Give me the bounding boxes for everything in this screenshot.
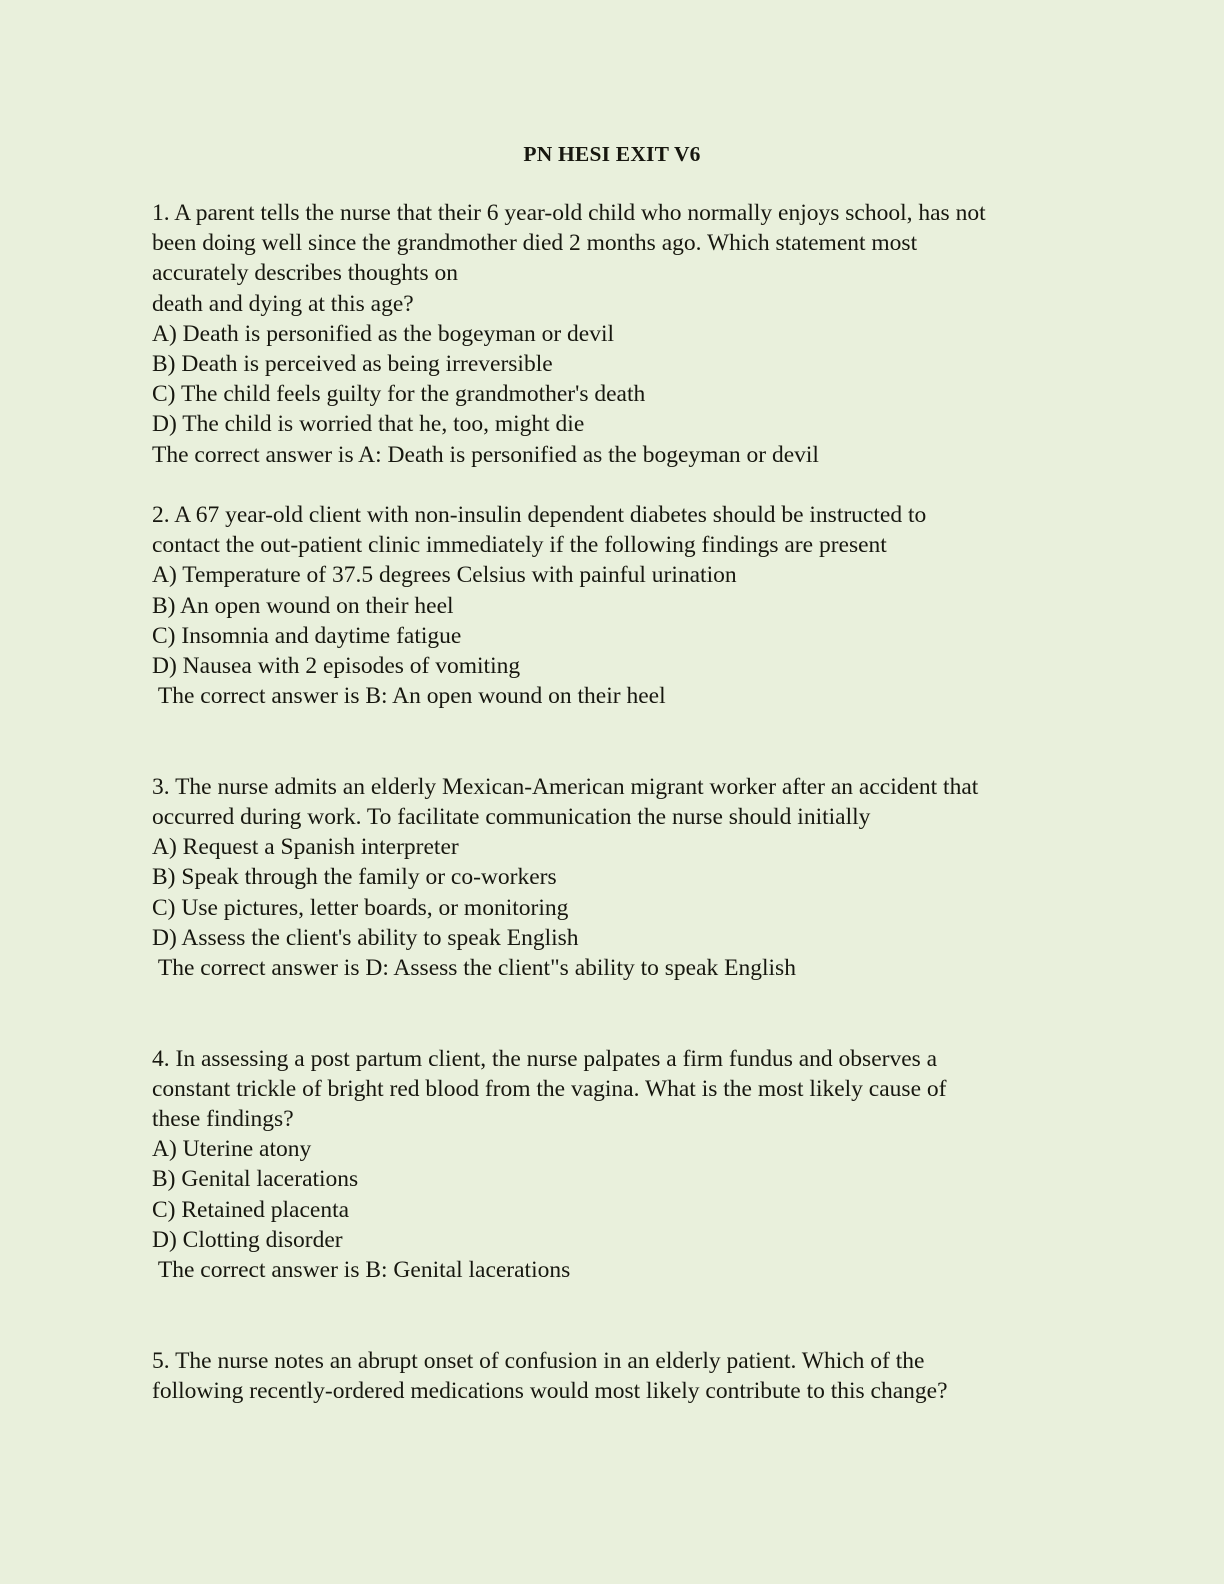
text-line: 1. A parent tells the nurse that their 6 year-old child who normally enjoys school, has not (152, 200, 986, 226)
text-line: B) Genital lacerations (152, 1166, 359, 1193)
text-line: 2. A 67 year-old client with non-insulin dependent diabetes should be instructed to (152, 502, 927, 529)
text-line: C) Use pictures, letter boards, or monitoring (152, 894, 569, 921)
text-line: death and dying at this age? (152, 290, 414, 317)
text-line: 5. The nurse notes an abrupt onset of confusion in an elderly patient. Which of the (152, 1347, 925, 1374)
text-line: 4. In assessing a post partum client, the nurse palpates a firm fundus and observes a (152, 1045, 938, 1072)
text-line: constant trickle of bright red blood from the vagina. What is the most likely cause of (152, 1075, 947, 1102)
text-line: D) Nausea with 2 episodes of vomiting (152, 653, 521, 680)
document-body (152, 198, 1082, 1406)
question-block (152, 772, 1082, 983)
text-line: The correct answer is B: Genital lacerations (152, 1257, 571, 1284)
text-line: C) The child feels guilty for the grandmother's death (152, 381, 646, 408)
question-block (152, 500, 1082, 711)
text-line: C) Retained placenta (152, 1196, 350, 1223)
text-line: B) Speak through the family or co-workers (152, 864, 557, 891)
paragraph-spacer (152, 470, 1082, 500)
text-line: these findings? (152, 1106, 294, 1133)
paragraph-spacer (152, 983, 1082, 1043)
text-line: 3. The nurse admits an elderly Mexican-American migrant worker after an accident that (152, 773, 979, 800)
text-line: contact the out-patient clinic immediately if the following findings are present (152, 532, 887, 559)
text-line: A) Temperature of 37.5 degrees Celsius with painful urination (152, 562, 737, 589)
text-line: B) An open wound on their heel (152, 592, 454, 619)
text-line: been doing well since the grandmother died 2 months ago. Which statement most (152, 230, 918, 257)
text-line: A) Uterine atony (152, 1136, 312, 1163)
text-line: D) Assess the client's ability to speak English (152, 924, 579, 951)
paragraph-spacer (152, 711, 1082, 771)
question-block (152, 198, 1082, 470)
text-line: B) Death is perceived as being irreversible (152, 351, 553, 378)
paragraph-spacer (152, 1285, 1082, 1345)
text-line: A) Request a Spanish interpreter (152, 834, 459, 861)
question-block (152, 1346, 1082, 1406)
text-line: C) Insomnia and daytime fatigue (152, 622, 462, 649)
text-line: A) Death is personified as the bogeyman or devil (152, 320, 615, 347)
text-line: The correct answer is D: Assess the client"s ability to speak English (152, 955, 796, 982)
text-line: The correct answer is A: Death is personified as the bogeyman or devil (152, 441, 819, 468)
text-line: occurred during work. To facilitate communication the nurse should initially (152, 804, 871, 831)
text-line: The correct answer is B: An open wound on their heel (152, 683, 666, 710)
text-line: following recently-ordered medications would most likely contribute to this change? (152, 1377, 948, 1404)
text-line: accurately describes thoughts on (152, 260, 459, 287)
text-line: D) The child is worried that he, too, might die (152, 411, 585, 438)
question-block (152, 1044, 1082, 1286)
page-title: PN HESI EXIT V6 (523, 142, 701, 166)
text-line: D) Clotting disorder (152, 1226, 343, 1253)
